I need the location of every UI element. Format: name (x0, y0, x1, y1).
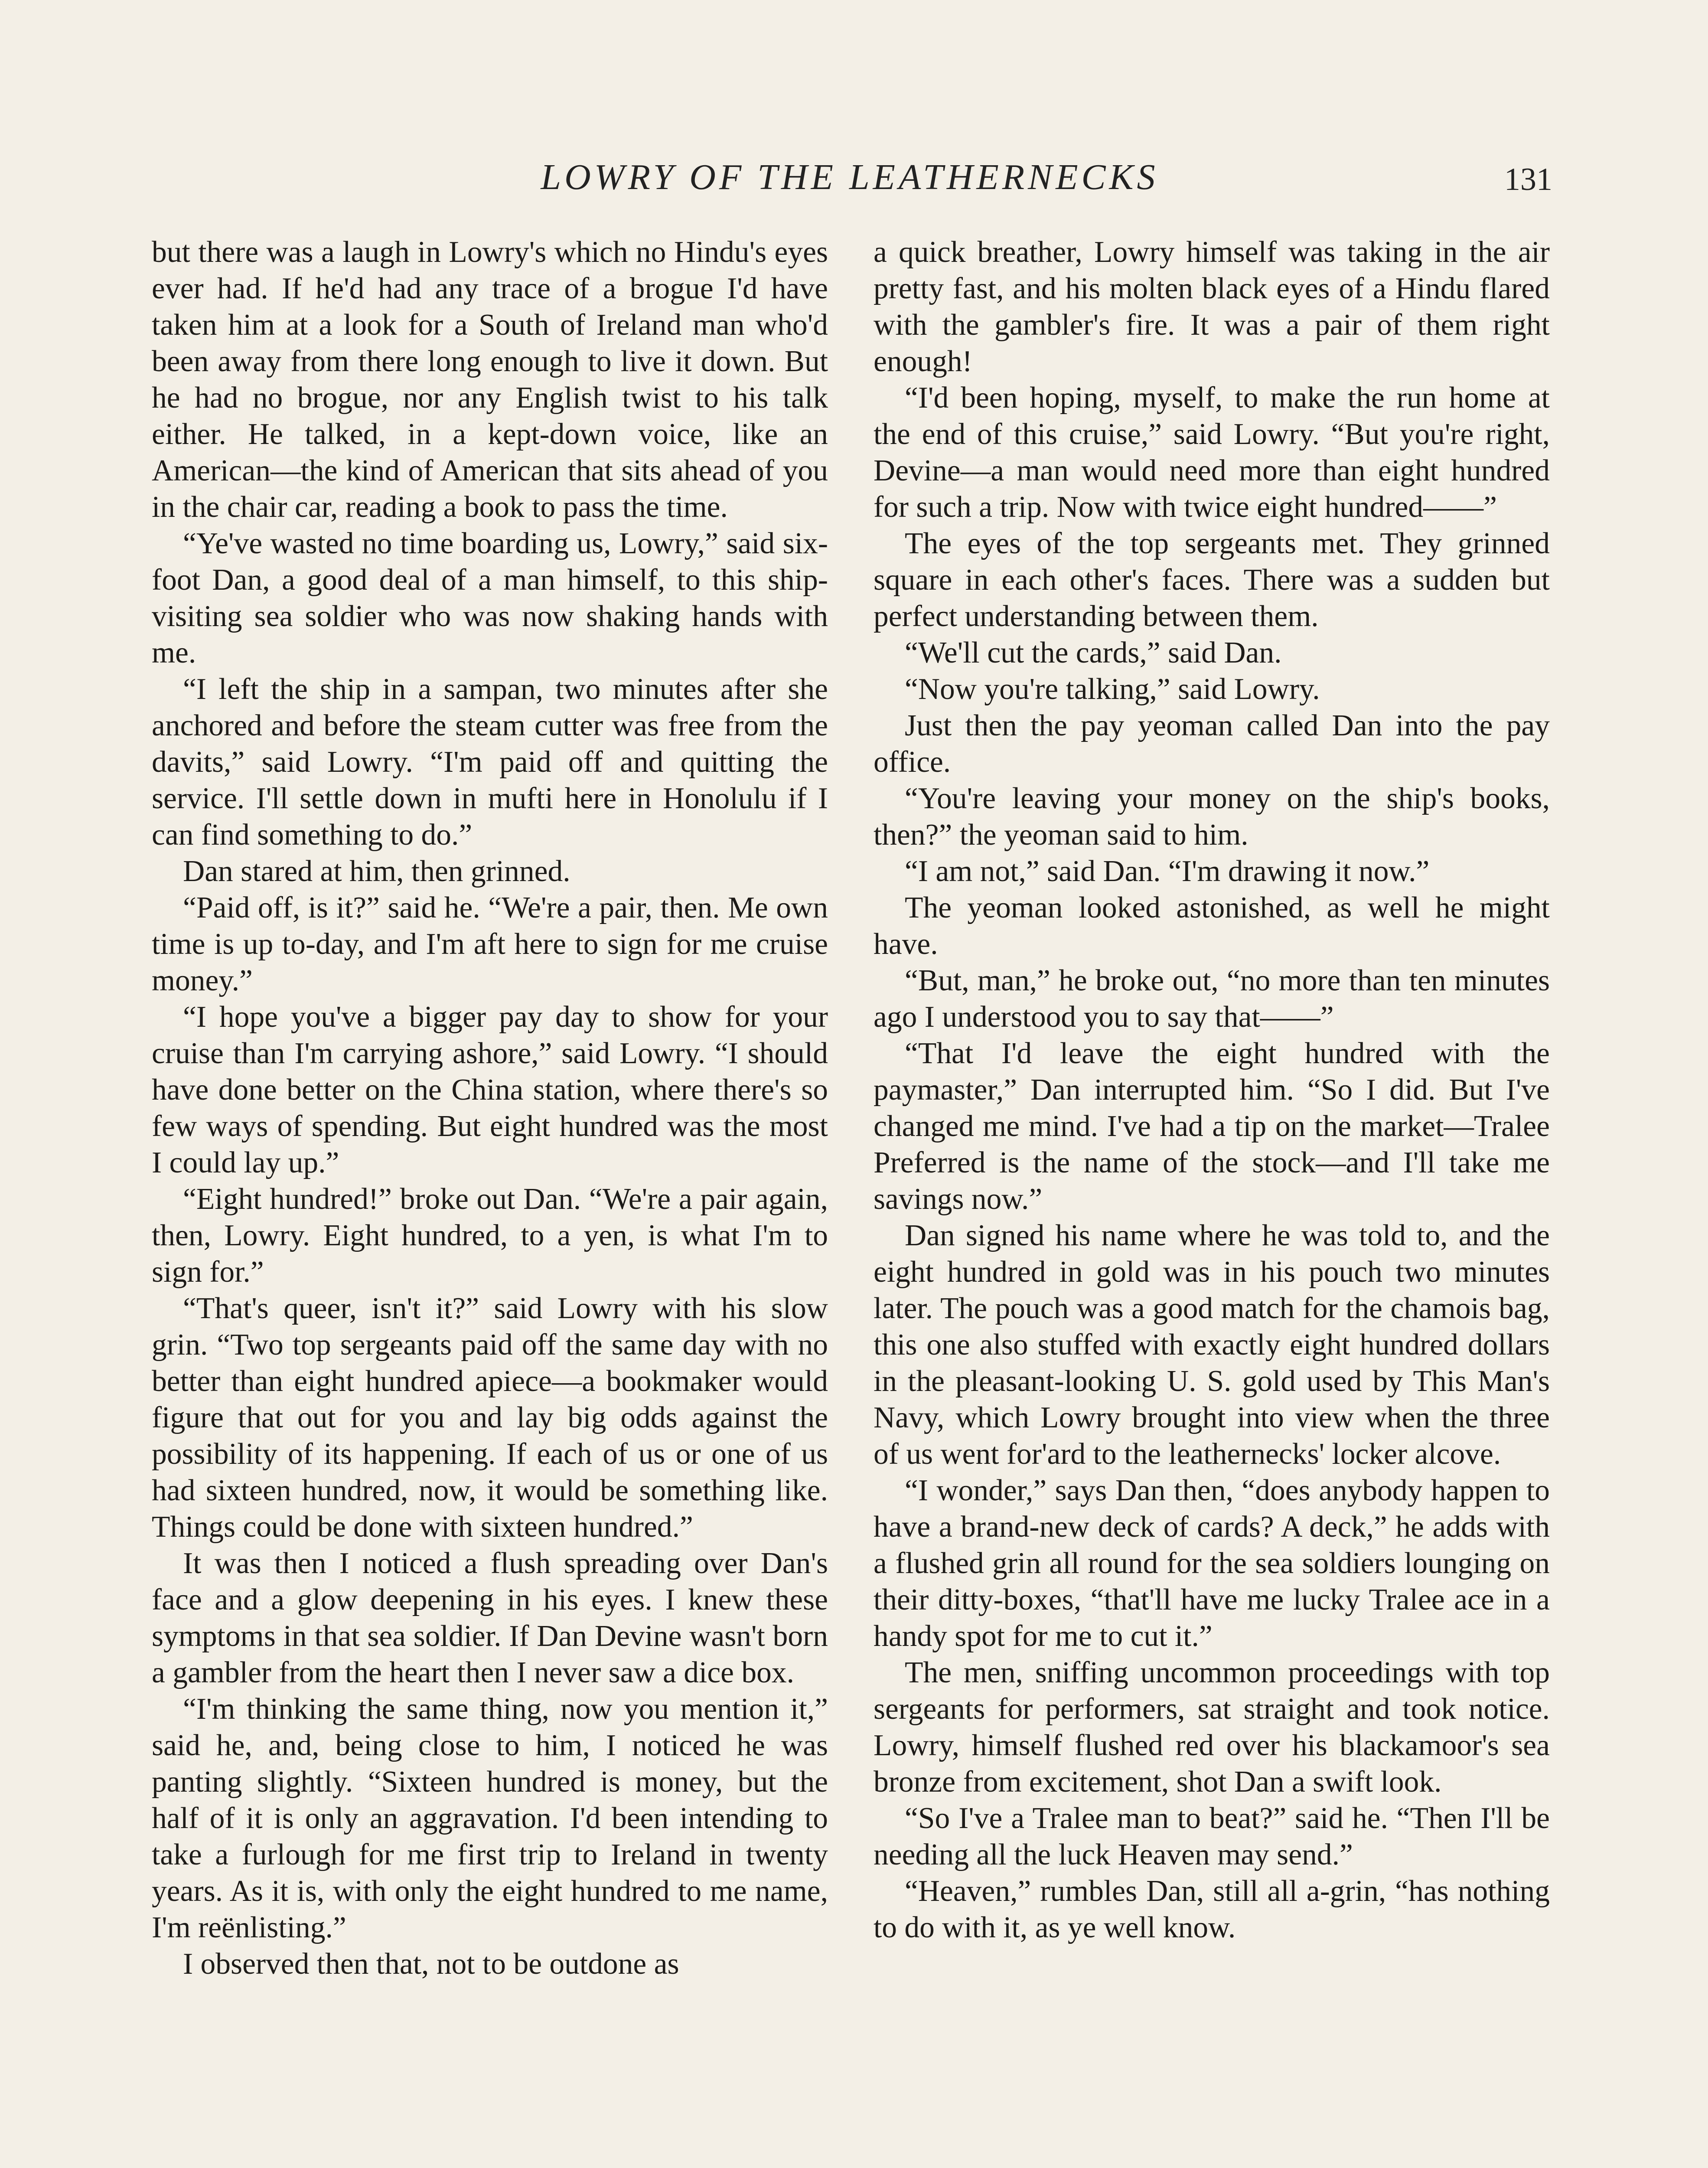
paragraph: The eyes of the top sergeants met. They grinned square in each other's faces. There was a sudden but perfect understanding between them. (874, 527, 1550, 633)
paragraph: “Ye've wasted no time boarding us, Lowry,” said six-foot Dan, a good deal of a man himself, to this ship-visiting sea soldier who was now shaking hands with me. (152, 527, 828, 669)
paragraph: “Heaven,” rumbles Dan, still all a-grin, “has nothing to do with it, as ye well know. (874, 1874, 1550, 1944)
running-title: LOWRY OF THE LEATHERNECKS (541, 157, 1159, 197)
paragraph: “I am not,” said Dan. “I'm drawing it now.” (905, 855, 1430, 888)
paragraph: “I left the ship in a sampan, two minutes after she anchored and before the steam cutter was free from the davits,” said Lowry. “I'm paid off and quitting the service. I'll settle down in mufti here in Honolulu if I can find something to do.” (152, 673, 828, 852)
paragraph: “Eight hundred!” broke out Dan. “We're a pair again, then, Lowry. Eight hundred, to a yen, is what I'm to sign for.” (152, 1182, 828, 1289)
paragraph: a quick breather, Lowry himself was taking in the air pretty fast, and his molten black eyes of a Hindu flared with the gambler's fire. It was a pair of them right enough! (874, 235, 1550, 378)
paragraph: Just then the pay yeoman called Dan into the pay office. (874, 709, 1550, 779)
page-number: 131 (1504, 162, 1552, 197)
right-column (874, 234, 1550, 1946)
paragraph: “That I'd leave the eight hundred with the paymaster,” Dan interrupted him. “So I did. But I've changed me mind. I've had a tip on the market—Tralee Preferred is the name of the stock—and I'll take me savings now.” (874, 1037, 1550, 1216)
paragraph: Dan stared at him, then grinned. (183, 855, 570, 888)
left-column (152, 234, 828, 1982)
paragraph: “That's queer, isn't it?” said Lowry with his slow grin. “Two top sergeants paid off the same day with no better than eight hundred apiece—a bookmaker would figure that out for you and lay big odds against the possibility of its happening. If each of us or one of us had sixteen hundred, now, it would be something like. Things could be done with sixteen hundred.” (152, 1292, 828, 1544)
paragraph: Dan signed his name where he was told to, and the eight hundred in gold was in his pouch two minutes later. The pouch was a good match for the chamois bag, this one also stuffed with exactly eight hundred dollars in the pleasant-looking U. S. gold used by This Man's Navy, which Lowry brought into view when the three of us went for'ard to the leathernecks' locker alcove. (874, 1219, 1550, 1471)
paragraph: I observed then that, not to be outdone as (183, 1947, 679, 1981)
paragraph: “But, man,” he broke out, “no more than ten minutes ago I understood you to say that——” (874, 964, 1550, 1034)
paragraph: but there was a laugh in Lowry's which no Hindu's eyes ever had. If he'd had any trace of a brogue I'd have taken him at a look for a South of Ireland man who'd been away from there long enough to live it down. But he had no brogue, nor any English twist to his talk either. He talked, in a kept-down voice, like an American—the kind of American that sits ahead of you in the chair car, reading a book to pass the time. (152, 235, 828, 524)
paragraph: “You're leaving your money on the ship's books, then?” the yeoman said to him. (874, 782, 1550, 852)
paragraph: “So I've a Tralee man to beat?” said he. “Then I'll be needing all the luck Heaven may send.” (874, 1802, 1550, 1871)
paragraph: It was then I noticed a flush spreading over Dan's face and a glow deepening in his eyes. I knew these symptoms in that sea soldier. If Dan Devine wasn't born a gambler from the heart then I never saw a dice box. (152, 1547, 828, 1689)
paragraph: “Paid off, is it?” said he. “We're a pair, then. Me own time is up to-day, and I'm aft here to sign for me cruise money.” (152, 891, 828, 997)
paragraph: “I'm thinking the same thing, now you mention it,” said he, and, being close to him, I noticed he was panting slightly. “Sixteen hundred is money, but the half of it is only an aggravation. I'd been intending to take a furlough for me first trip to Ireland in twenty years. As it is, with only the eight hundred to me name, I'm reënlisting.” (152, 1692, 828, 1944)
paragraph: “We'll cut the cards,” said Dan. (905, 636, 1282, 669)
paragraph: “I wonder,” says Dan then, “does anybody happen to have a brand-new deck of cards? A deck,” he adds with a flushed grin all round for the sea soldiers lounging on their ditty-boxes, “that'll have me lucky Tralee ace in a handy spot for me to cut it.” (874, 1474, 1550, 1653)
paragraph: The men, sniffing uncommon proceedings with top sergeants for performers, sat straight and took notice. Lowry, himself flushed red over his blackamoor's sea bronze from excitement, shot Dan a swift look. (874, 1656, 1550, 1799)
paragraph: The yeoman looked astonished, as well he might have. (874, 891, 1550, 961)
paragraph: “I'd been hoping, myself, to make the run home at the end of this cruise,” said Lowry. “But you're right, Devine—a man would need more than eight hundred for such a trip. Now with twice eight hundred——” (874, 381, 1550, 524)
paragraph: “I hope you've a bigger pay day to show for your cruise than I'm carrying ashore,” said Lowry. “I should have done better on the China station, where there's so few ways of spending. But eight hundred was the most I could lay up.” (152, 1000, 828, 1179)
paragraph: “Now you're talking,” said Lowry. (905, 673, 1320, 706)
